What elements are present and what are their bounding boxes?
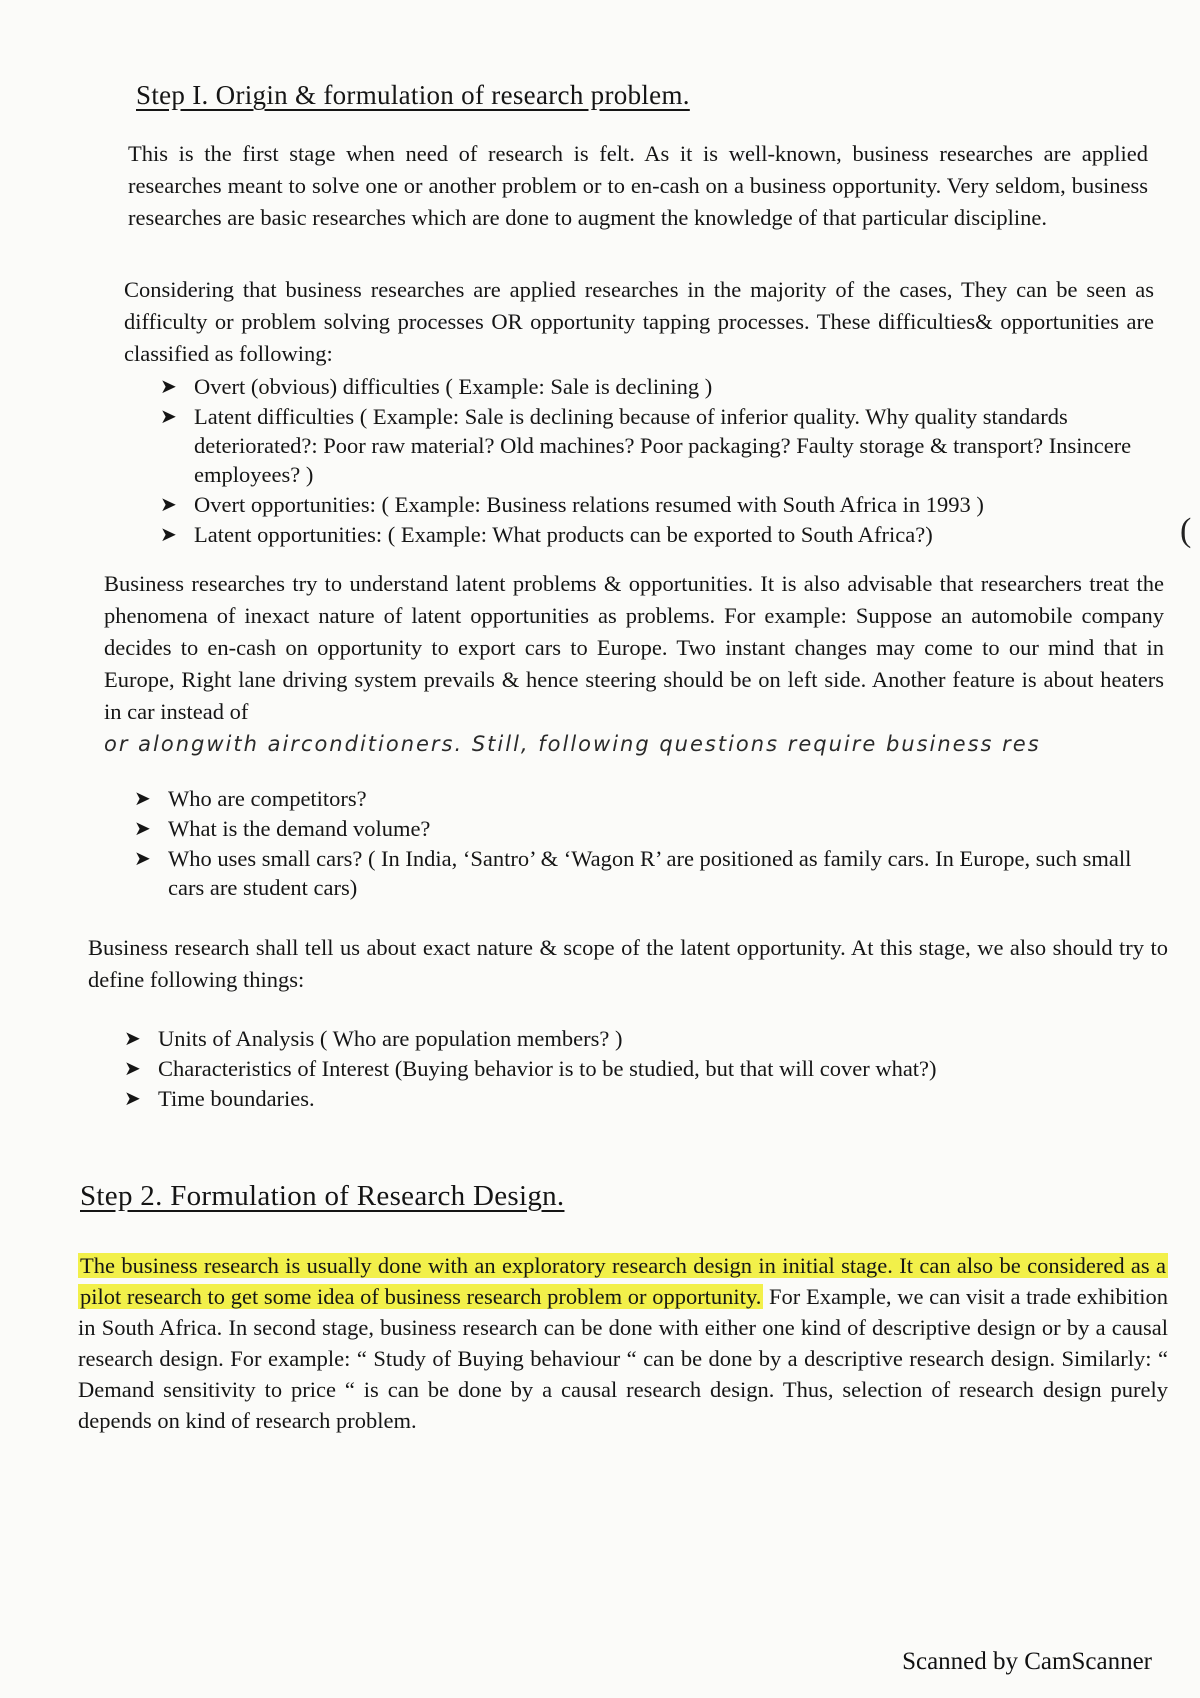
define-list: [124, 1024, 1164, 1114]
step1-paragraph-2: Considering that business researches are applied researches in the majority of the cases, They can be seen as difficulty or problem solving processes OR opportunity tapping processes. These difficulties& opportunities are classified as following:: [124, 277, 1154, 366]
arrow-bullet-icon: ➤: [160, 404, 177, 428]
step1-paragraph-4: Business research shall tell us about exact nature & scope of the latent opportunity. At this stage, we also should try to define following things:: [88, 935, 1168, 992]
arrow-bullet-icon: ➤: [134, 786, 151, 810]
classification-list: [160, 372, 1160, 550]
arrow-bullet-icon: ➤: [134, 816, 151, 840]
arrow-bullet-icon: ➤: [160, 522, 177, 546]
arrow-bullet-icon: ➤: [160, 492, 177, 516]
list-item: ➤ Who uses small cars? ( In India, ‘Santro’ & ‘Wagon R’ are positioned as family cars. In Europe, such small cars are student cars): [134, 846, 1132, 900]
arrow-bullet-icon: ➤: [134, 846, 151, 870]
step2-heading: Step 2. Formulation of Research Design.: [80, 1180, 565, 1212]
step2-body-text: For Example, we can visit a trade exhibition in South Africa. In second stage, business research can be done with either one kind of descriptive design or by a causal research design. For example: “ Study of Buying behaviour “ can be done by a descriptive research design. Similarly: “ Demand sensitivity to price “ is can be done by a causal research design. Thus, selection of research design purely depends on kind of research problem.: [78, 1284, 1168, 1433]
list-item: ➤ Overt (obvious) difficulties ( Example: Sale is declining ): [160, 374, 713, 399]
list-item: ➤ Latent opportunities: ( Example: What products can be exported to South Africa?): [160, 522, 933, 547]
list-item: ➤ What is the demand volume?: [134, 816, 431, 841]
arrow-bullet-icon: ➤: [124, 1086, 141, 1110]
step1-paragraph-1: This is the first stage when need of research is felt. As it is well-known, business researches are applied researches meant to solve one or another problem or to en-cash on a business opportunity. Very seldom, business researches are basic researches which are done to augment the knowledge of that particular discipline.: [128, 141, 1148, 230]
highlighted-text: The business research is usually done with an exploratory research design in initial stage. It can also be considered as a pilot research to get some idea of business research problem or opportunity.: [80, 1253, 1166, 1309]
margin-bracket-mark: (: [1180, 512, 1192, 549]
scanner-watermark: Scanned by CamScanner: [902, 1648, 1152, 1675]
list-item: ➤ Who are competitors?: [134, 786, 367, 811]
step2-paragraph: [78, 1250, 1168, 1436]
step1-heading: Step I. Origin & formulation of research problem.: [136, 80, 690, 110]
step1-paragraph-3: Business researches try to understand latent problems & opportunities. It is also advisable that researchers treat the phenomena of inexact nature of latent opportunities as problems. For example: Suppose an automobile company decides to en-cash on opportunity to export cars to Europe. Two instant changes may come to our mind that in Europe, Right lane driving system prevails & hence steering should be on left side. Another feature is about heaters in car instead of or alongwith airconditioners. Still, following questions require business res: [104, 568, 1164, 760]
list-item: ➤ Latent difficulties ( Example: Sale is declining because of inferior quality. Why quality standards deteriorated?: Poor raw material? Old machines? Poor packaging? Faulty storage & transport? Insincere employees? ): [160, 404, 1132, 487]
list-item: ➤ Time boundaries.: [124, 1086, 315, 1111]
list-item: ➤ Overt opportunities: ( Example: Business relations resumed with South Africa in 1993 ): [160, 492, 984, 517]
handwritten-note: or alongwith airconditioners. Still, following questions require business res: [104, 732, 1041, 756]
list-item: ➤ Units of Analysis ( Who are population members? ): [124, 1026, 623, 1051]
arrow-bullet-icon: ➤: [124, 1056, 141, 1080]
arrow-bullet-icon: ➤: [124, 1026, 141, 1050]
questions-list: [134, 784, 1164, 903]
arrow-bullet-icon: ➤: [160, 374, 177, 398]
list-item: ➤ Characteristics of Interest (Buying behavior is to be studied, but that will cover what?): [124, 1056, 937, 1081]
